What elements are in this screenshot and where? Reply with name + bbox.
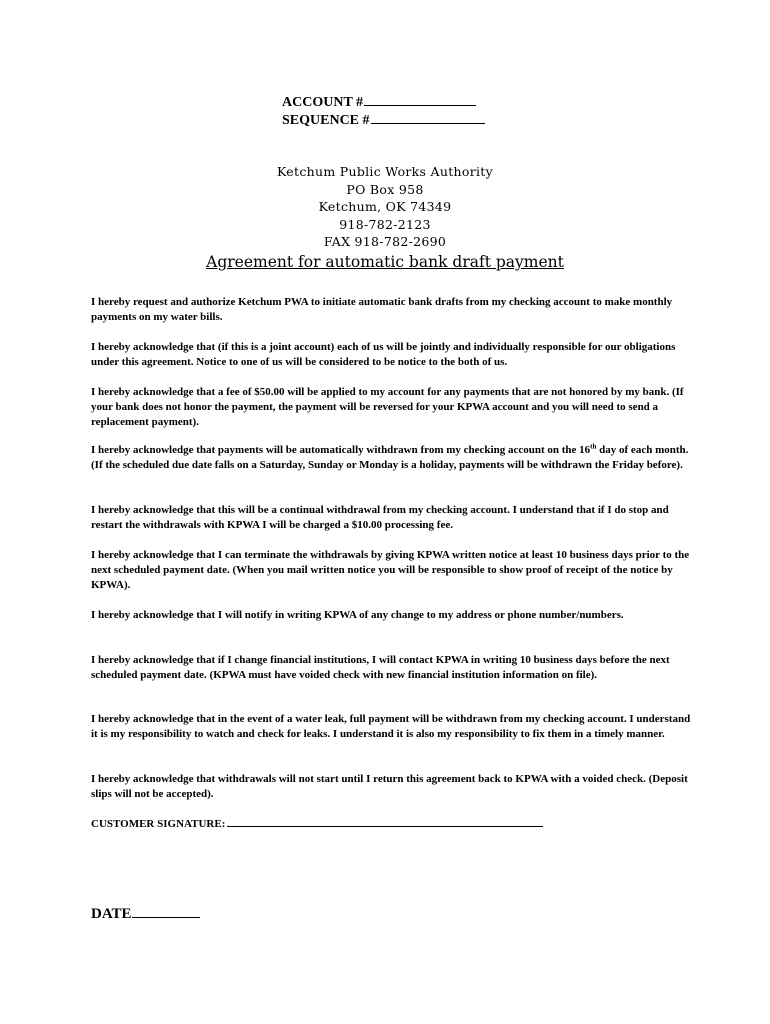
org-fax: FAX 918-782-2690 xyxy=(323,234,447,249)
account-blank[interactable] xyxy=(364,93,476,106)
org-phone: 918-782-2123 xyxy=(339,217,431,232)
paragraph-start: I hereby acknowledge that withdrawals will not start until I return this agreement back to KPWA with a voided check. (Deposit slips will not be accepted). xyxy=(91,773,688,800)
ordinal-suffix: th xyxy=(590,442,597,451)
paragraph-joint-account: I hereby acknowledge that (if this is a joint account) each of us will be jointly and individually responsible for our obligations under this agreement. Notice to one of us will be considered to be notice to the both of us. xyxy=(91,341,676,368)
signature-label: CUSTOMER SIGNATURE: xyxy=(91,818,226,830)
org-city: Ketchum, OK 74349 xyxy=(318,199,452,214)
date-line xyxy=(91,905,200,923)
signature-blank[interactable] xyxy=(227,817,543,827)
sequence-blank[interactable] xyxy=(371,111,485,124)
org-name: Ketchum Public Works Authority xyxy=(277,164,493,179)
date-blank[interactable] xyxy=(132,905,200,918)
paragraph-financial-institution: I hereby acknowledge that if I change financial institutions, I will contact KPWA in writing 10 business days before the next scheduled payment date. (KPWA must have voided check with new financial institution information on file). xyxy=(91,654,670,681)
account-label: ACCOUNT # xyxy=(282,95,364,110)
org-po-box: PO Box 958 xyxy=(346,182,424,197)
signature-line xyxy=(91,817,691,832)
sequence-number-line xyxy=(282,111,485,129)
withdrawal-date-text-cont: day of each month. (If the scheduled due date falls on a Saturday, Sunday or Monday is a holiday, payments will be withdrawn the Friday before). xyxy=(91,444,689,471)
document-title: Agreement for automatic bank draft payment xyxy=(206,253,564,271)
account-number-line xyxy=(282,93,476,111)
paragraph-withdrawal-date xyxy=(91,443,691,473)
paragraph-authorize: I hereby request and authorize Ketchum PWA to initiate automatic bank drafts from my checking account to make monthly payments on my water bills. xyxy=(91,296,673,323)
paragraph-water-leak: I hereby acknowledge that in the event of a water leak, full payment will be withdrawn from my checking account. I understand it is my responsibility to watch and check for leaks. I understand it is also my responsibility to fix them in a timely manner. xyxy=(91,713,691,740)
paragraph-notify-change: I hereby acknowledge that I will notify in writing KPWA of any change to my address or phone number/numbers. xyxy=(91,609,624,621)
sequence-label: SEQUENCE # xyxy=(282,113,370,128)
withdrawal-date-text: I hereby acknowledge that payments will be automatically withdrawn from my checking account on the 16 xyxy=(91,444,591,456)
paragraph-continual: I hereby acknowledge that this will be a continual withdrawal from my checking account. I understand that if I do stop and restart the withdrawals with KPWA I will be charged a $10.00 processing fee. xyxy=(91,504,669,531)
paragraph-terminate: I hereby acknowledge that I can terminate the withdrawals by giving KPWA written notice at least 10 business days prior to the next scheduled payment date. (When you mail written notice you will be responsible to show proof of receipt of the notice by KPWA). xyxy=(91,549,690,591)
date-label: DATE xyxy=(91,906,132,922)
paragraph-returned-fee: I hereby acknowledge that a fee of $50.00 will be applied to my account for any payments that are not honored by my bank. (If your bank does not honor the payment, the payment will be reversed for your KPWA account and you will need to send a replacement payment). xyxy=(91,386,684,428)
